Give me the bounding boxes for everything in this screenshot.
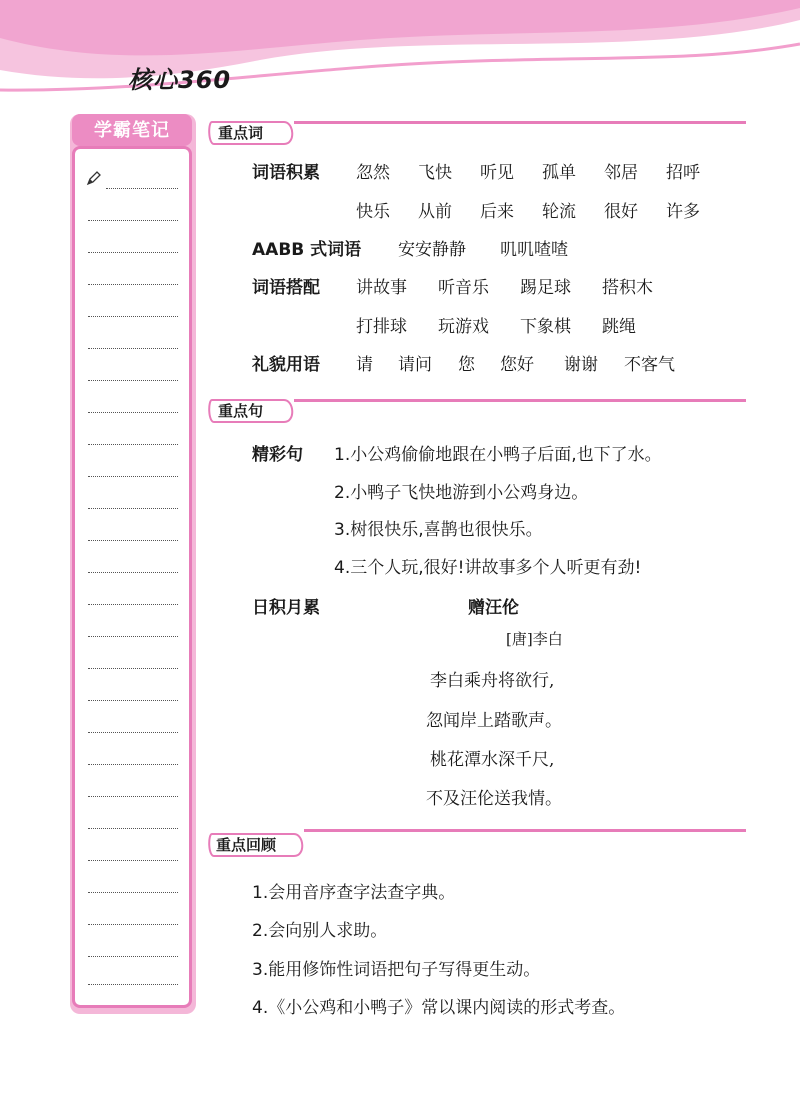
note-line: [88, 572, 178, 573]
sentence: 3.树很快乐,喜鹊也很快乐。: [334, 520, 543, 540]
note-line: [88, 828, 178, 829]
review-item: 1.会用音序查字法查字典。: [252, 883, 456, 903]
row-label: 词语搭配: [252, 278, 320, 298]
row-label: AABB 式词语: [252, 240, 362, 260]
word: 跳绳: [602, 317, 636, 337]
section-tag-key-sentences: 重点句: [218, 402, 264, 420]
row-label: 词语积累: [252, 163, 320, 183]
note-line: [88, 924, 178, 925]
sentence: 1.小公鸡偷偷地跟在小鸭子后面,也下了水。: [334, 445, 662, 465]
notes-area: [72, 146, 192, 1008]
header-band: [0, 0, 800, 110]
word: 谢谢: [564, 355, 598, 375]
word: 请问: [398, 355, 432, 375]
note-line: [88, 604, 178, 605]
word: 下象棋: [520, 317, 571, 337]
word: 踢足球: [520, 278, 571, 298]
poem-line: 忽闻岸上踏歌声。: [426, 711, 562, 731]
poem-line: 李白乘舟将欲行,: [430, 671, 555, 691]
note-line: [88, 220, 178, 221]
word: 不客气: [624, 355, 675, 375]
section-rule: [304, 829, 746, 832]
note-line: [88, 476, 178, 477]
pencil-icon: [86, 170, 102, 186]
note-line: [88, 348, 178, 349]
sentence: 4.三个人玩,很好!讲故事多个人听更有劲!: [334, 558, 642, 578]
poem-line: 不及汪伦送我情。: [426, 789, 562, 809]
poem-line: 桃花潭水深千尺,: [430, 750, 555, 770]
word: 后来: [480, 202, 514, 222]
word: 您: [458, 355, 475, 375]
review-item: 4.《小公鸡和小鸭子》常以课内阅读的形式考查。: [252, 998, 626, 1018]
word: 听见: [480, 163, 514, 183]
word: 玩游戏: [438, 317, 489, 337]
sentences-label: 精彩句: [252, 445, 303, 465]
note-line: [106, 188, 178, 189]
word: 飞快: [418, 163, 452, 183]
word: 叽叽喳喳: [500, 240, 568, 260]
poem-title: 赠汪伦: [468, 598, 519, 618]
section-rule: [294, 399, 746, 402]
word: 孤单: [542, 163, 576, 183]
note-line: [88, 892, 178, 893]
word: 请: [356, 355, 373, 375]
row-label: 礼貌用语: [252, 355, 320, 375]
note-line: [88, 956, 178, 957]
note-line: [88, 284, 178, 285]
word: 快乐: [356, 202, 390, 222]
note-line: [88, 984, 178, 985]
review-item: 3.能用修饰性词语把句子写得更生动。: [252, 960, 541, 980]
note-line: [88, 668, 178, 669]
poem-author: [唐]李白: [506, 630, 563, 648]
note-line: [88, 412, 178, 413]
section-rule: [294, 121, 746, 124]
sentence: 2.小鸭子飞快地游到小公鸡身边。: [334, 483, 589, 503]
note-line: [88, 252, 178, 253]
word: 忽然: [356, 163, 390, 183]
note-line: [88, 796, 178, 797]
section-tag-review: 重点回顾: [216, 836, 277, 854]
word: 您好: [500, 355, 534, 375]
word: 搭积木: [602, 278, 653, 298]
note-line: [88, 316, 178, 317]
word: 轮流: [542, 202, 576, 222]
note-line: [88, 444, 178, 445]
note-line: [88, 636, 178, 637]
word: 安安静静: [398, 240, 466, 260]
sidebar-title: 学霸笔记: [94, 120, 170, 141]
word: 招呼: [666, 163, 700, 183]
note-line: [88, 508, 178, 509]
review-item: 2.会向别人求助。: [252, 921, 388, 941]
word: 讲故事: [356, 278, 407, 298]
note-line: [88, 860, 178, 861]
word: 许多: [666, 202, 700, 222]
word: 邻居: [604, 163, 638, 183]
note-line: [88, 700, 178, 701]
word: 很好: [604, 202, 638, 222]
section-tag-key-words: 重点词: [218, 124, 264, 142]
word: 听音乐: [438, 278, 489, 298]
note-line: [88, 732, 178, 733]
note-line: [88, 380, 178, 381]
daily-label: 日积月累: [252, 598, 320, 618]
note-line: [88, 540, 178, 541]
brand-logo: 核心360: [128, 66, 232, 94]
note-line: [88, 764, 178, 765]
word: 打排球: [356, 317, 407, 337]
word: 从前: [418, 202, 452, 222]
